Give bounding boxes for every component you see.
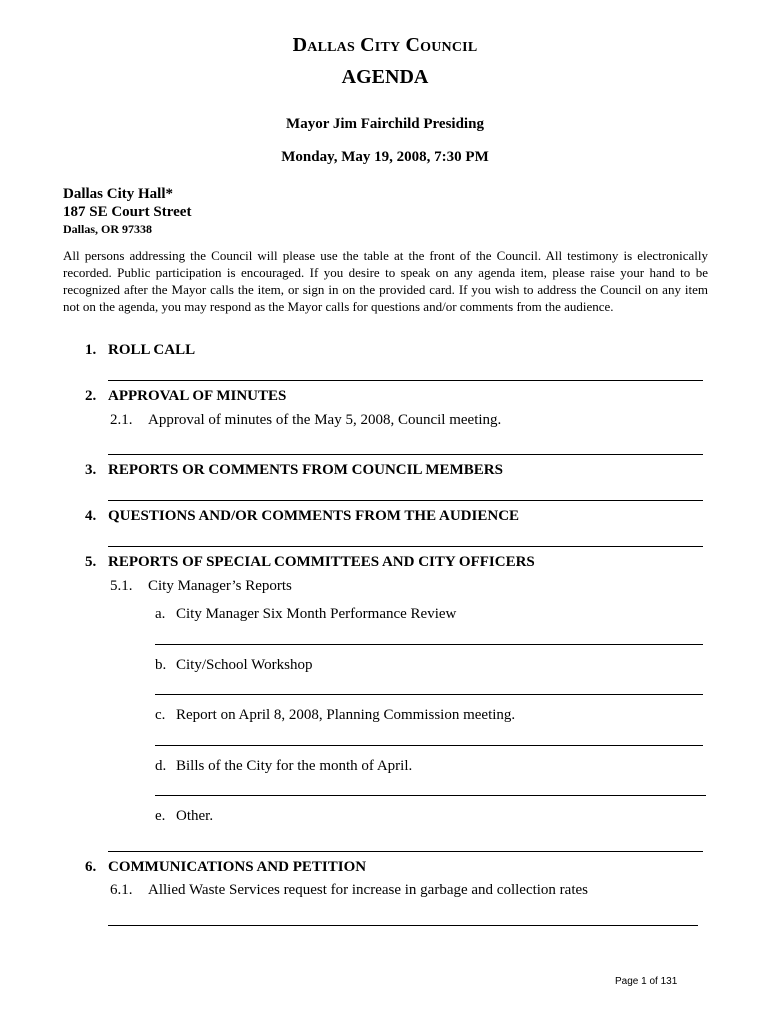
divider-line [108, 546, 703, 547]
subitem-text: City Manager Six Month Performance Review [176, 606, 457, 622]
intro-paragraph: All persons addressing the Council will please use the table at the front of the Council. All testimony is electronically recorded. Public participation is encouraged. If you desire to speak on any agenda item, please raise your hand to be recognized after the Mayor calls the item, or sign in on the provided card. If you wish to address the Council on any item not on the agenda, you may respond as the Mayor calls for questions and/or comments from the audience. [63, 248, 708, 314]
divider-line [108, 851, 703, 852]
section-number: 4. [85, 508, 97, 524]
section-title-communications: COMMUNICATIONS AND PETITION [108, 859, 367, 875]
divider-line [108, 925, 698, 926]
presiding-line: Mayor Jim Fairchild Presiding [286, 116, 484, 132]
section-number: 5. [85, 554, 97, 570]
page-number: Page 1 of 131 [615, 976, 678, 987]
location-name: Dallas City Hall* [63, 186, 174, 202]
item-text: Approval of minutes of the May 5, 2008, Council meeting. [148, 412, 502, 428]
subitem-text: City/School Workshop [176, 657, 313, 673]
location-city: Dallas, OR 97338 [63, 222, 153, 236]
divider-line [155, 644, 703, 645]
location-street: 187 SE Court Street [63, 204, 192, 220]
divider-line [108, 500, 703, 501]
subitem-letter: d. [155, 758, 167, 774]
section-title-council-reports: REPORTS OR COMMENTS FROM COUNCIL MEMBERS [108, 462, 503, 478]
subitem-text: Other. [176, 808, 214, 824]
section-title-audience-comments: QUESTIONS AND/OR COMMENTS FROM THE AUDIENCE [108, 508, 520, 524]
section-title-roll-call: ROLL CALL [108, 342, 196, 358]
divider-line [155, 795, 706, 796]
item-text: Allied Waste Services request for increase in garbage and collection rates [148, 882, 589, 898]
agenda-title: AGENDA [341, 66, 429, 88]
meeting-date: Monday, May 19, 2008, 7:30 PM [281, 149, 489, 165]
divider-line [108, 454, 703, 455]
section-title-special-committees: REPORTS OF SPECIAL COMMITTEES AND CITY OFFICERS [108, 554, 535, 570]
item-number: 6.1. [110, 882, 133, 898]
item-text: City Manager’s Reports [148, 578, 292, 594]
divider-line [155, 694, 703, 695]
subitem-letter: e. [155, 808, 166, 824]
section-number: 3. [85, 462, 97, 478]
divider-line [155, 745, 703, 746]
section-title-approval-of-minutes: APPROVAL OF MINUTES [108, 388, 287, 404]
subitem-letter: a. [155, 606, 166, 622]
item-number: 2.1. [110, 412, 133, 428]
section-number: 6. [85, 859, 97, 875]
subitem-letter: c. [155, 707, 166, 723]
council-title: Dallas City Council [292, 34, 478, 56]
divider-line [108, 380, 703, 381]
section-number: 2. [85, 388, 97, 404]
section-number: 1. [85, 342, 97, 358]
subitem-text: Report on April 8, 2008, Planning Commission meeting. [176, 707, 516, 723]
subitem-letter: b. [155, 657, 167, 673]
subitem-text: Bills of the City for the month of April. [176, 758, 413, 774]
item-number: 5.1. [110, 578, 133, 594]
